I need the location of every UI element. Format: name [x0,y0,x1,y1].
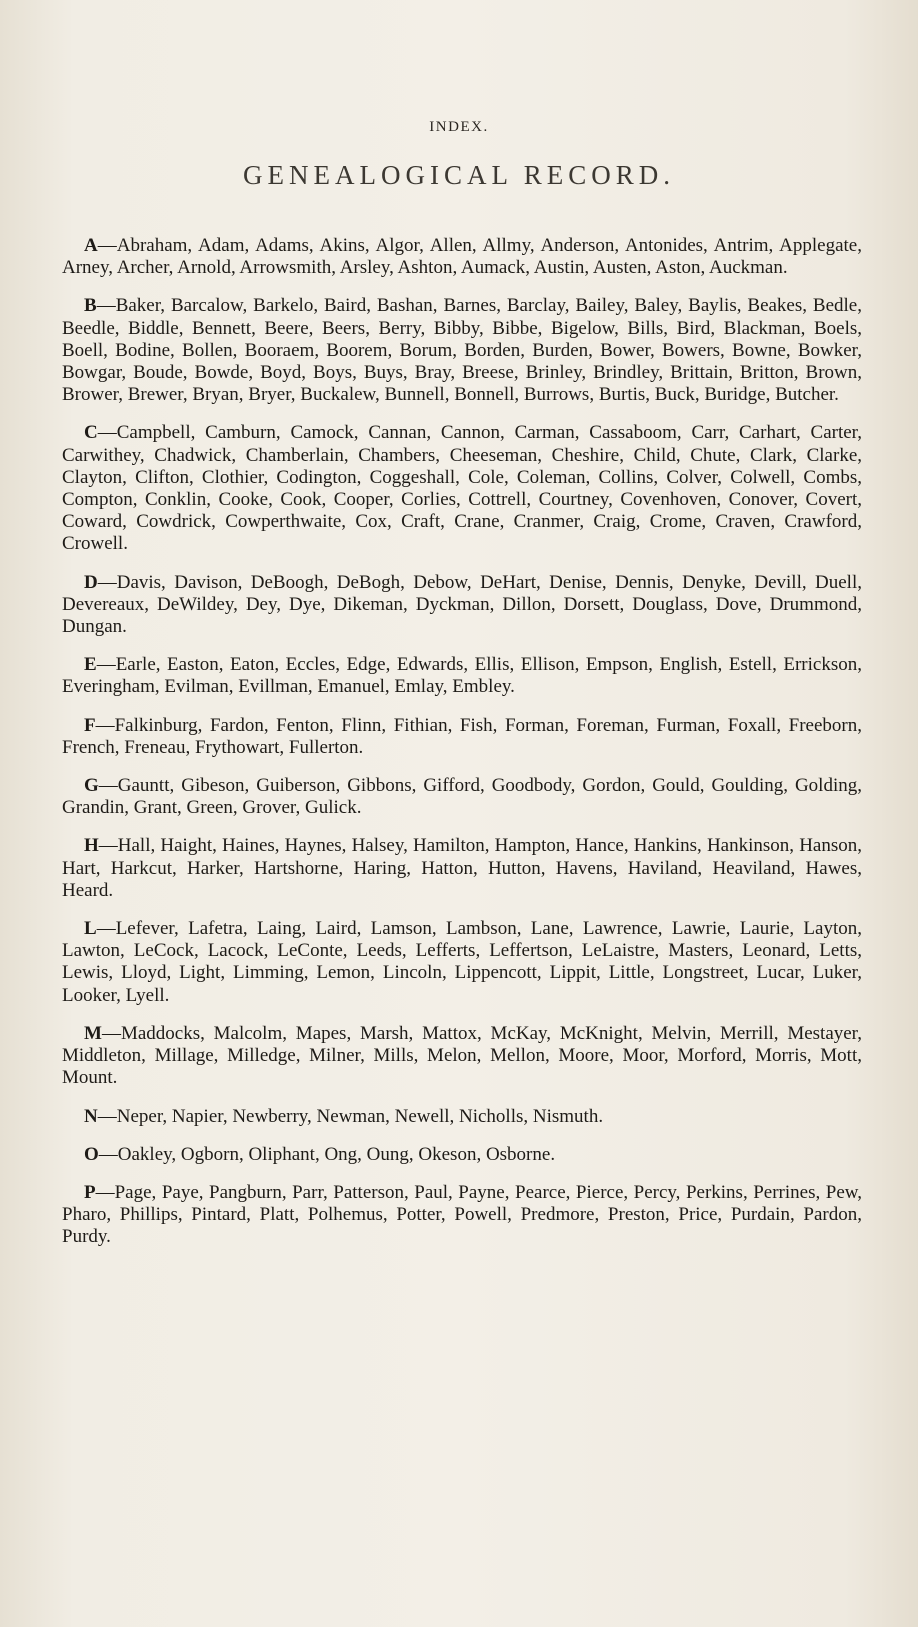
index-entry-e [62,654,862,698]
index-entry-g [62,775,862,819]
surname-list: —Maddocks, Malcolm, Mapes, Marsh, Mattox, McKay, McKnight, Melvin, Merrill, Mestayer, Middleton, Millage, Milledge, Milner, Mills, Melon, Mellon, Moore, Moor, Morford, Morris, Mott, Mount. [62,1022,862,1089]
index-entry-c [62,422,862,555]
index-entry-d [62,572,862,639]
index-letter: B [84,295,97,317]
surname-list: —Neper, Napier, Newberry, Newman, Newell, Nicholls, Nismuth. [97,1105,604,1127]
index-entry-a [62,235,862,279]
index-letter: D [84,571,98,593]
surname-list: —Earle, Easton, Eaton, Eccles, Edge, Edwards, Ellis, Ellison, Empson, English, Estell, Errickson, Everingham, Evilman, Evillman, Emanuel, Emlay, Embley. [62,654,862,698]
index-letter: N [84,1105,98,1127]
page-subheading: GENEALOGICAL RECORD. [243,160,675,190]
index-letter: H [84,835,99,857]
index-entry-m [62,1023,862,1090]
index-entry-h [62,835,862,902]
index-letter: G [84,775,99,797]
index-entry-f [62,715,862,759]
index-letter: O [84,1143,99,1165]
index-entry-b [62,295,862,406]
surname-list: —Davis, Davison, DeBoogh, DeBogh, Debow, DeHart, Denise, Dennis, Denyke, Devill, Duell, Devereaux, DeWildey, Dey, Dye, Dikeman, Dyckman, Dillon, Dorsett, Douglass, Dove, Drummond, Dungan. [62,571,862,638]
page-heading: INDEX. [429,119,489,135]
index-letter: M [84,1022,102,1044]
index-letter: C [84,422,98,444]
index-letter: A [84,235,98,256]
index-letter: F [84,714,96,736]
surname-list: —Oakley, Ogborn, Oliphant, Ong, Oung, Okeson, Osborne. [98,1143,556,1165]
index-entry-p [62,1182,862,1249]
index-entry-l [62,918,862,1007]
surname-list: —Hall, Haight, Haines, Haynes, Halsey, Hamilton, Hampton, Hance, Hankins, Hankinson, Hanson, Hart, Harkcut, Harker, Hartshorne, Haring, Hatton, Hutton, Havens, Haviland, Heaviland, Hawes, Heard. [62,835,862,901]
surname-list: —Baker, Barcalow, Barkelo, Baird, Bashan, Barnes, Barclay, Bailey, Baley, Baylis, Beakes, Bedle, Beedle, Biddle, Bennett, Beere, Beers, Berry, Bibby, Bibbe, Bigelow, Bills, Bird, Blackman, Boels, Boell, Bodine, Bollen, Booraem, Boorem, Borum, Borden, Burden, Bower, Bowers, Bowne, Bowker, Bowgar, Boude, Bowde, Boyd, Boys, Buys, Bray, Breese, Brinley, Brindley, Brittain, Britton, Brown, Brower, Brewer, Bryan, Bryer, Buckalew, Bunnell, Bonnell, Burrows, Burtis, Buck, Buridge, Butcher. [62,295,862,406]
index-entry-n [62,1106,862,1128]
surname-index [62,235,862,1265]
index-letter: E [84,654,97,676]
index-entry-o [62,1144,862,1166]
surname-list: —Falkinburg, Fardon, Fenton, Flinn, Fithian, Fish, Forman, Foreman, Furman, Foxall, Freeborn, French, Freneau, Frythowart, Fullerton. [62,714,862,758]
index-letter: L [84,918,97,940]
surname-list: —Campbell, Camburn, Camock, Cannan, Cannon, Carman, Cassaboom, Carr, Carhart, Carter, Carwithey, Chadwick, Chamberlain, Chambers, Cheeseman, Cheshire, Child, Chute, Clark, Clarke, Clayton, Clifton, Clothier, Codington, Coggeshall, Cole, Coleman, Collins, Colver, Colwell, Combs, Compton, Conklin, Cooke, Cook, Cooper, Corlies, Cottrell, Courtney, Covenhoven, Conover, Covert, Coward, Cowdrick, Cowperthwaite, Cox, Craft, Crane, Cranmer, Craig, Crome, Craven, Crawford, Crowell. [62,422,862,555]
surname-list: —Gauntt, Gibeson, Guiberson, Gibbons, Gifford, Goodbody, Gordon, Gould, Goulding, Golding, Grandin, Grant, Green, Grover, Gulick. [62,775,862,819]
surname-list: —Lefever, Lafetra, Laing, Laird, Lamson, Lambson, Lane, Lawrence, Lawrie, Laurie, Layton, Lawton, LeCock, Lacock, LeConte, Leeds, Lefferts, Leffertson, LeLaistre, Masters, Leonard, Letts, Lewis, Lloyd, Light, Limming, Lemon, Lincoln, Lippencott, Lippit, Little, Longstreet, Lucar, Luker, Looker, Lyell. [62,918,862,1006]
surname-list: —Abraham, Adam, Adams, Akins, Algor, Allen, Allmy, Anderson, Antonides, Antrim, Applegate, Arney, Archer, Arnold, Arrowsmith, Arsley, Ashton, Aumack, Austin, Austen, Aston, Auckman. [62,235,862,279]
index-letter: P [84,1181,96,1203]
surname-list: —Page, Paye, Pangburn, Parr, Patterson, Paul, Payne, Pearce, Pierce, Percy, Perkins, Perrines, Pew, Pharo, Phillips, Pintard, Platt, Polhemus, Potter, Powell, Predmore, Preston, Price, Purdain, Pardon, Purdy. [62,1181,862,1248]
